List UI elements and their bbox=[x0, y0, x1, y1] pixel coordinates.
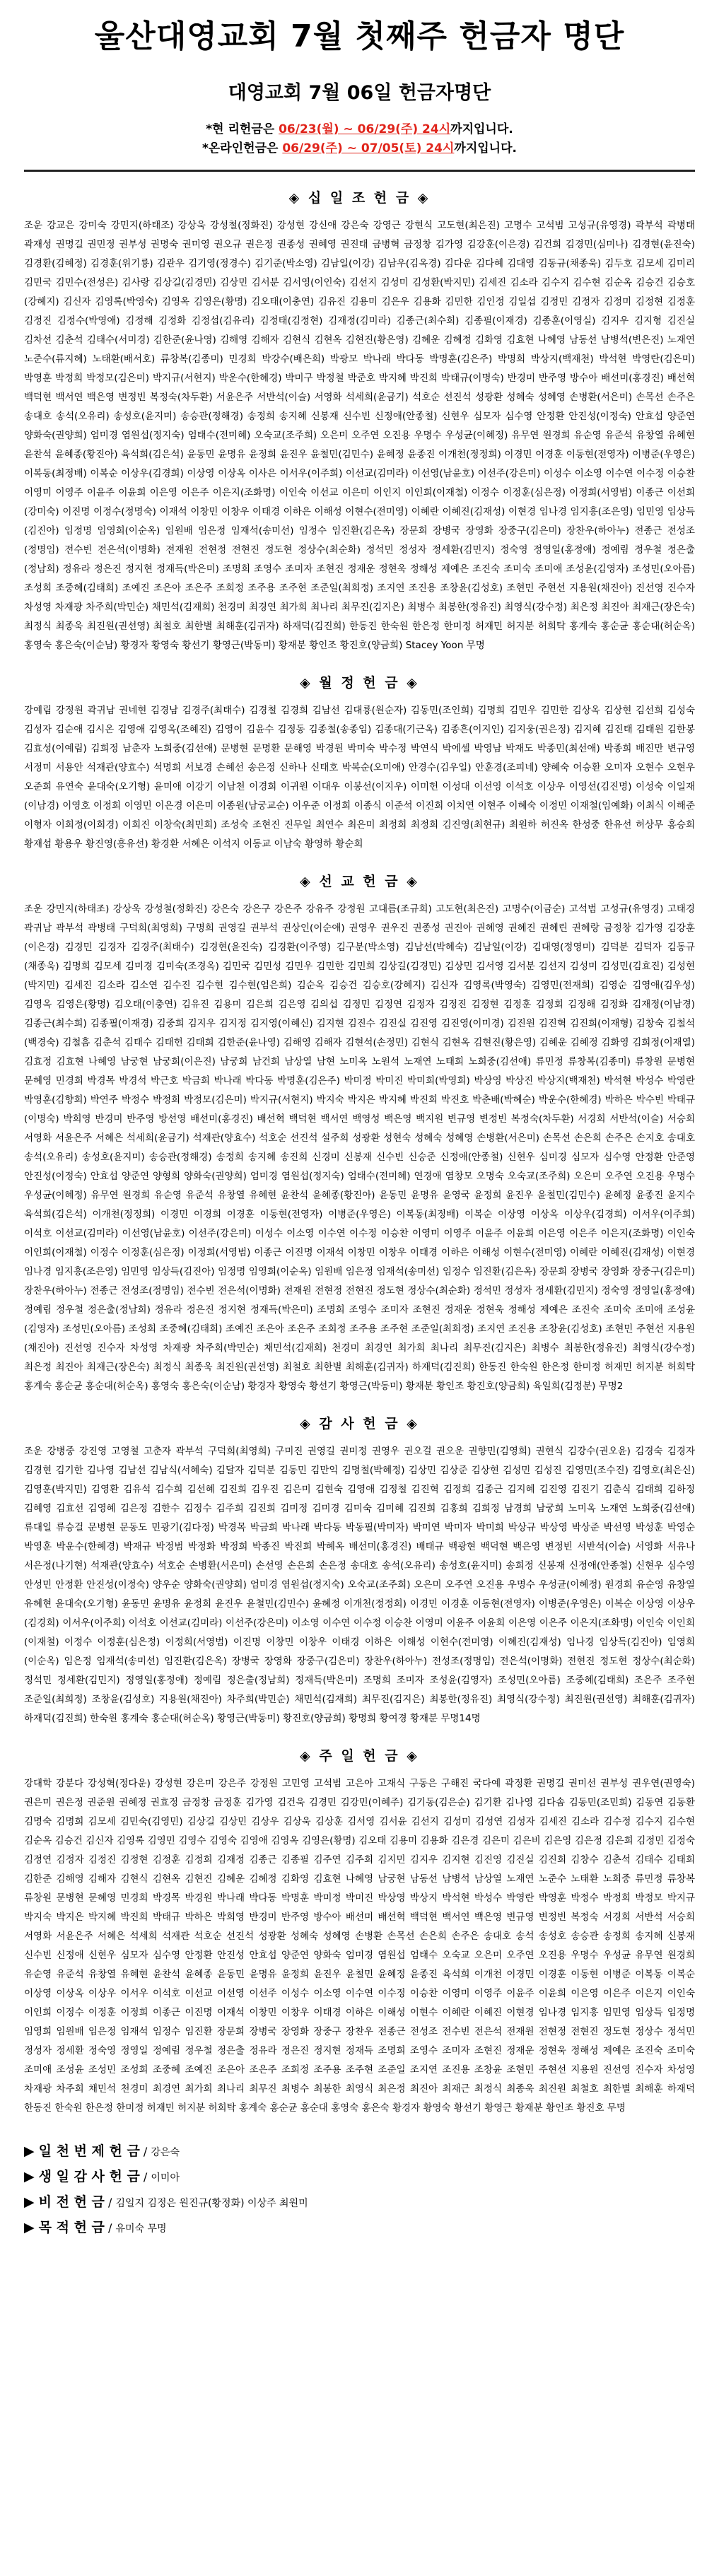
divider bbox=[24, 170, 695, 172]
notice-line-offline: *현 리헌금은 06/23(월) ~ 06/29(주) 24시까지입니다. bbox=[206, 122, 513, 136]
special-offerings-list bbox=[24, 2139, 695, 2241]
bullet-icon: ▶ bbox=[24, 2220, 35, 2236]
section-mission bbox=[24, 871, 695, 1396]
section-thanks bbox=[24, 1413, 695, 1728]
bullet-icon: ▶ bbox=[24, 2169, 35, 2185]
sub-title: 대영교회 7월 06일 헌금자명단 bbox=[228, 81, 491, 104]
section-monthly bbox=[24, 672, 695, 854]
special-offering-purpose: ▶ 목 적 헌 금 / 유미숙 무명 bbox=[24, 2220, 167, 2236]
name-list: 조운 강교은 강미숙 강민지(하태조) 강상욱 강성철(정화진) 강성현 강신애 강은숙 강영근 강현식 고도현(최은진) 고명수 고석범 고성규(유영경) 곽부석 곽병태 곽재성 권명길 권민정 권부성 권명숙 권미영 권오규 권은정 권종성 권혜영 권진태 금병혁 금정창 김가영 김강훈(이은경) 김건희 김경민(심미나) 김경현(윤진숙) 김경환(김혜정) 김경훈(위기룡) 김관우 김기영(정경수) 김기준(박소영) 김남일(이강) 김남우(김옥경) 김다운 김다혜 김대영 김동규(채종욱) 김두호 김모세 김미리 김민국 김민수(전성은) 김사랑 김상길(김경민) 김상민 김서분 김서영(이인숙) 김선지 김성미 김성환(박지민) 김세진 김소라 김수지 김수현 김순옥 김승건 김승호(강혜지) 김신자 김영록(박영숙) 김영옥 김영은(황명) 김오태(이충연) 김유진 김용미 김은우 김용화 김민한 김인정 김일섭 김정민 김정자 김정미 김정현 김정훈 김정진 김정수(박영애) 김정해 김정화 김정섭(김유리) 김정태(김정현) 김재정(김미라) 김종근(최수희) 김종필(이재경) 김종훈(이영실) 김지우 김지형 김진실 김차선 김춘석 김태수(서미경) 김한준(윤나영) 김해영 김해자 김현식 김현옥 김현진(황은영) 김혜운 김혜정 김화영 김효현 나혜영 남동선 남병석(변은진) 노재연 노준수(류지혜) 노태환(배서호) 류창복(김종미) 민경희 박강수(배은희) 박광모 박나래 박다동 박명훈(김은주) 박명희 박상지(백재천) 박석현 박영란(김은미) 박영훈 박정희 박정모(김은미) 박지규(서현지) 박운수(한혜경) 박미구 박정철 박준호 박지혜 박진희 박태규(이명숙) 반경미 반주영 방수아 배선미(홍경진) 배선혁 백덕현 백서연 백은영 변정빈 복정숙(차두환) 서윤은주 서반석(이슬) 서영화 석세희(윤금기) 석호순 선진석 성광환 성혜숙 성혜영 손병환(서은미) 손목선 손주은 송대호 송석(오유리) 송성호(윤지미) 송승관(정해경) 송정희 송지혜 신봉재 신수빈 신정애(안종철) 신현우 심모자 심수영 안정환 안진성(이정숙) 안효섭 양준연 양화숙(권양희) 엄미경 염원섭(정지숙) 엄태수(전미혜) 오숙교(조주희) 오은미 오주연 오진용 우명수 우성균(이혜정) 유무연 원경희 유순영 유준석 유창열 유혜현 윤찬석 윤혜종(황진아) 육석희(김은석) 윤동민 윤명유 윤정희 윤진우 윤철민(김민수) 윤혜정 윤종진 이개천(정정희) 이경민 이경훈 이동현(전영자) 이병준(우영은) 이복동(최정배) 이복순 이상우(김경희) 이상영 이상옥 이사은 이서우(이주희) 이선교(김미라) 이선영(남윤호) 이선주(강은미) 이성수 이소영 이수연 이수정 이승찬 이영미 이영주 이윤주 이윤희 이은영 이은주 이은지(조화명) 이인숙 이선교 이은미 이인지 이인희(이재철) 이정수 이정훈(심은정) 이정희(서영범) 이종근 이선희(강미숙) 이진명 이정수(정명숙) 이재석 이창민 이창우 이태경 이하은 이해성 이현수(전미영) 이혜란 이혜진(김재성) 이현경 임나경 임지흥(조은영) 임민영 임상득(김진아) 임정명 임영희(이순옥) 임원배 임은정 임재석(송미선) 임정수 임진환(김은옥) 장문희 장병국 장영화 장중구(김은미) 장찬우(하아누) 전종근 전성조(정명임) 전수빈 전은석(이명화) 전재원 전현정 전현진 정도현 정상수(최순화) 정석민 정성자 정세환(김민지) 정숙영 정영일(홍정애) 정예림 정우철 정은출(정남희) 정유라 정은진 정지현 정재득(박은미) 조명희 조영수 조미자 조현진 정재운 정현욱 정해성 제예은 조진숙 조미숙 조미애 조성윤(김영자) 조성민(오아름) 조성희 조중혜(김태희) 조예진 조은아 조은주 조희정 조주용 조주현 조준일(최희정) 조지연 조진용 조창윤(김성호) 조현민 주현선 지용원(채진아) 진선영 진수자 차성영 차재광 차주희(박민순) 채민석(김재희) 천경미 최경연 최가희 최나리 최무진(김지은) 최병수 최봉한(정유진) 최영식(강수정) 최은정 최진아 최재근(장은숙) 최정식 최종욱 최진원(권선영) 최철호 최한별 최해훈(김귀자) 하재덕(김진희) 한동진 한숙원 한은정 한미정 허재민 허지분 허희탁 홍계숙 홍순균 홍순대(허순옥) 홍영숙 홍은숙(이순남) 황경자 황영숙 황선기 황영근(박동미) 황재분 황인조 황진호(양금희) Stacey Yoon 무명 bbox=[24, 220, 695, 652]
name-list: 강예림 강정원 곽귀남 권네현 김경남 김경주(최태수) 김경철 김경희 김남선 김대룡(원순자) 김동민(조인희) 김명희 김민우 김민한 김상옥 김상현 김선희 김성숙 김성자 김순애 김시온 김영애 김영옥(조혜진) 김영이 김윤수 김정동 김종철(송종임) 김종대(기근옥) 김종흔(이지인) 김지웅(권은정) 김지혜 김진태 김태원 김한봉 김효성(이예림) 김희정 남춘자 노희중(김선애) 문병현 문명환 문해영 박경원 박미숙 박수정 박연식 박에셀 박영남 박재도 박종민(최선애) 박종희 배진만 변규영 서정미 서용안 석재관(양효수) 석명희 서보경 손혜선 송은정 신하나 신태호 박복순(오미애) 안경수(김우일) 안훈경(조피네) 양혜숙 어승환 오미자 오현수 오현우 오준희 유연숙 윤대숙(오기형) 윤미애 이강기 이남천 이경희 이귀원 이대우 이봉선(이지우) 이미헌 이성대 이선영 이석호 이상우 이영선(김진명) 이성숙 이일재(이남경) 이영호 이정희 이영민 이은경 이은미 이종원(남궁교순) 이우준 이정희 이종식 이준석 이진희 이치연 이현주 이혜숙 이정민 이재철(임예화) 이최식 이해준 이형자 이희정(이희경) 이희진 이창숙(최민희) 조성숙 조현진 진무일 최연수 최은미 최정희 최정희 김진영(최현규) 최원하 허진옥 한성중 한유선 허상무 홍승희 황재섭 황용우 황진영(흥유선) 황경환 서혜은 이석지 이동교 이남숙 황영하 황순희 bbox=[24, 705, 695, 850]
special-offering-birthday: ▶ 생 일 감 사 헌 금 / 이미아 bbox=[24, 2169, 180, 2185]
special-offering-vision: ▶ 비 전 헌 금 / 김일지 김정은 원진규(황정화) 이상주 최원미 bbox=[24, 2194, 308, 2211]
section-tithe bbox=[24, 187, 695, 655]
section-title: ◈ 십 일 조 헌 금 ◈ bbox=[288, 190, 431, 206]
name-list: 조운 강병중 강진영 고영철 고춘자 곽부석 구덕희(최영희) 구미진 권영길 권미정 권영우 권오걸 권오운 권향민(김영희) 권현식 김강수(권오윤) 김경숙 김경자 김경현 김기한 김나영 김남선 김남식(서혜숙) 김달자 김덕분 김동민 김만익 김명철(박혜정) 김상민 김상준 김상현 김성민 김성진 김영민(조수진) 김영호(최은신) 김영훈(박지민) 김영환 김유석 김수희 김선혜 김진희 김우진 김은미 김현숙 김영애 김정철 김진혁 김정희 김종근 김지혜 김진영 김진기 김춘식 김태희 김하정 김혜영 김효선 김영혜 김은정 김한수 김정수 김주희 김진희 김미정 김미경 김미숙 김미혜 김진희 김홍희 김희정 남경희 남궁희 노미옥 노재연 노희중(김선애) 류대일 류승걸 문병현 문동도 민광기(김다정) 박경목 박금희 박나래 박다동 박동필(박미자) 박미연 박미자 박미희 박상규 박상영 박상준 박선영 박성훈 박영순 박영훈 박운수(한혜경) 박재규 박정범 박정화 박정희 박종진 박진희 박혜옥 배선미(홍경진) 배태규 백광현 백덕현 백은영 변정빈 서반석(이슬) 서영화 서유나 서은정(나기현) 석재관(양효수) 석호순 손병환(서은미) 손선영 손은희 손은정 송대호 송석(오유리) 송성호(윤지미) 송희정 신봉재 신정애(안종철) 신현우 심수영 안성민 안정환 안진성(이정숙) 양우순 양화숙(권양희) 엄미경 염원섭(정지숙) 오숙교(조주희) 오은미 오주연 오진용 우명수 우성균(이혜정) 원경희 유순영 유창열 유혜현 윤대숙(오기형) 윤동민 윤명유 윤정희 윤진우 윤철민(김민수) 윤혜정 이개천(정정희) 이경민 이경훈 이동현(전영자) 이병준(우영은) 이복순 이상영 이상우(김경희) 이서우(이주희) 이석호 이선교(김미라) 이선주(강은미) 이소영 이수연 이수정 이승찬 이영미 이윤주 이윤희 이은영 이은주 이은지(조화명) 이인숙 이인희(이재철) 이정수 이정훈(심은정) 이정희(서영범) 이진명 이창민 이창우 이태경 이하은 이해성 이현수(전미영) 이혜진(김재성) 임나경 임상득(김진아) 임영희(이순옥) 임은정 임재석(송미선) 임진환(김은옥) 장병국 장영화 장중구(김은미) 장찬우(하아누) 전성조(정명임) 전은석(이명화) 전현진 정도현 정상수(최순화) 정석민 정세환(김민지) 정영일(홍정애) 정예림 정은출(정남희) 정재득(박은미) 조명희 조미자 조성윤(김영자) 조성민(오아름) 조중혜(김태희) 조은주 조주현 조준일(최희정) 조창윤(김성호) 지용원(채진아) 차주희(박민순) 채민석(김재희) 최무진(김지은) 최봉한(정유진) 최영식(강수정) 최진원(권선영) 최해훈(김귀자) 하재덕(김진희) 한숙원 홍계숙 홍순대(허순옥) 황영근(박동미) 황진호(양금희) 황명희 황여경 황재분 무명14명 bbox=[24, 1446, 695, 1725]
name-list: 조운 강민지(하태조) 강상욱 강성철(정화진) 강은숙 강은구 강은주 강유주 강정원 고대름(조규희) 고도현(최은진) 고명수(이금순) 고석범 고성규(유영경) 고태경 곽귀남 곽부석 곽병태 구덕희(최영희) 구명희 권영길 권부석 권상인(이순애) 권영우 권우진 권종성 권진아 권혜영 권혜진 권혜린 권혜랑 금정창 김가영 김강훈(이은경) 김경민 김경자 김경주(최태수) 김경현(윤진숙) 김경환(이주영) 김구분(박소영) 김남선(박혜숙) 김남일(이강) 김대영(정영미) 김덕분 김덕자 김동규(채종욱) 김명희 김모세 김미경 김미숙(조경옥) 김민국 김민성 김민우 김민한 김민희 김상길(김경민) 김상민 김서영 김서분 김선지 김성미 김성민(김효진) 김성현(박지민) 김세진 김소라 김소연 김수진 김수현 김수현(엄은희) 김순옥 김승건 김승호(강혜지) 김신자 김영록(박영숙) 김영민(전재희) 김영순 김영애(김우성) 김영옥 김영은(황명) 김오태(이충연) 김유진 김용미 김은희 김은영 김의섭 김정민 김정연 김정자 김정진 김정현 김정훈 김정회 김정해 김정화 김재정(이남경) 김종근(최수희) 김종필(이재경) 김중희 김지우 김지정 김지영(이혜신) 김지현 김진수 김진실 김진영 김진영(이미경) 김진원 김진혁 김진희(이재형) 김창숙 김철석(백경숙) 김철흠 김춘석 김태수 김태헌 김태희 김한준(윤나영) 김해영 김해자 김현석(손정민) 김현식 김현옥 김현진(황은영) 김혜운 김혜정 김화영 김희정(이재열) 김효정 김효현 나혜영 남궁현 남궁희(이은진) 남궁희 남건희 남상열 남현 노미옥 노원석 노재연 노태희 노희중(김선애) 류민정 류창복(김종미) 류창원 문병현 문혜영 민경희 박경목 박경석 박근호 박금희 박나래 박다동 박명훈(김은주) 박미정 박미진 박미희(박영희) 박상영 박상진 박상지(백재천) 박석현 박성수 박영란 박영훈(김향희) 박연주 박정수 박정희 박정모(김은미) 박지규(서현지) 박지숙 박지은 박지혜 박진희 박진호 박춘배(박혜순) 박운수(한혜경) 박하은 박수빈 박태규(이명숙) 박희영 반경미 반주영 방선영 배선미(홍경진) 배선혁 백덕현 백서연 백영성 백은영 백지원 변규영 변정빈 복정숙(차두환) 서경희 서반석(이슬) 서승희 서영화 서윤은주 서혜은 석세희(윤금기) 석재관(양효수) 석호순 선진석 설주희 성광환 성현숙 성혜숙 성혜영 손병환(서은미) 손목선 손은희 손주은 손지호 송대호 송석(오유리) 송성호(윤지미) 송승관(정해경) 송정희 송지혜 송진희 신경미 신봉재 신수빈 신승준 신정애(안종철) 신현우 심미경 심모자 심수영 안정환 안준영 안진성(이정숙) 안효섭 양준연 양형희 양화숙(권양희) 엄미경 염원섭(정지숙) 엄태수(전미혜) 연경애 염창모 오명숙 오숙교(조주희) 오은미 오주연 오진용 우명수 우성균(이혜정) 유무연 원경희 유순영 유준석 유창열 유혜현 윤찬석 윤혜종(황진아) 윤동민 윤명유 윤영국 윤정희 윤진우 윤철민(김민수) 윤혜정 윤종진 윤지수 육석희(김은석) 이개천(정정희) 이경민 이경희 이경훈 이동현(전영자) 이병준(우영은) 이복동(최정배) 이복순 이상영 이상옥 이상우(김경희) 이서우(이주희) 이석호 이선교(김미라) 이선영(남윤호) 이선주(강은미) 이성수 이소영 이수연 이수정 이승찬 이영미 이영주 이윤주 이윤희 이은영 이은주 이은지(조화명) 이인숙 이인희(이재철) 이정수 이정훈(심은정) 이정희(서영범) 이종근 이진명 이재석 이창민 이창우 이태경 이하은 이해성 이현수(전미영) 이혜란 이혜진(김재성) 이현경 임나경 임지흥(조은영) 임민영 임상득(김진아) 임정명 임영희(이순옥) 임원배 임은정 임재석(송미선) 임정수 임진환(김은옥) 장문희 장병국 장영화 장중구(김은미) 장찬우(하아누) 전종근 전성조(정명임) 전수빈 전은석(이명화) 전재원 전현정 전현진 정도현 정상수(최순화) 정석민 정성자 정세환(김민지) 정숙영 정영일(홍정애) 정예림 정우철 정은출(정남희) 정유라 정은진 정지현 정재득(박은미) 조명희 조영수 조미자 조현진 정재운 정현욱 정해성 제예은 조진숙 조미숙 조미애 조성윤(김영자) 조성민(오아름) 조성희 조중혜(김태희) 조예진 조은아 조은주 조희정 조주용 조주현 조준일(최희정) 조지연 조진용 조창윤(김성호) 조현민 주현선 지용원(채진아) 진선영 진수자 차성영 차재광 차주희(박민순) 채민석(김재희) 천경미 최경연 최가희 최나리 최무진(김지은) 최병수 최봉한(정유진) 최영식(강수정) 최은정 최진아 최재근(장은숙) 최정식 최종욱 최진원(권선영) 최철호 최한별 최해훈(김귀자) 하재덕(김진희) 한동진 한숙원 한은정 한미정 허재민 허지분 허희탁 홍계숙 홍순균 홍순대(허순옥) 홍영숙 홍은숙(이순남) 황경자 황영숙 황선기 황영근(박동미) 황재분 황인조 황진호(양금희) 육일희(김정분) 무명2 bbox=[24, 903, 695, 1393]
special-offering-thousand: ▶ 일 천 번 제 헌 금 / 강은숙 bbox=[24, 2143, 180, 2160]
main-title: 울산대영교회 7월 첫째주 헌금자 명단 bbox=[94, 18, 625, 54]
bullet-icon: ▶ bbox=[24, 2143, 35, 2160]
section-title: ◈ 월 정 헌 금 ◈ bbox=[300, 675, 419, 691]
section-title: ◈ 선 교 헌 금 ◈ bbox=[300, 874, 419, 890]
notice-date-range: 06/29(주) ~ 07/05(토) 24시 bbox=[282, 141, 455, 156]
section-sunday bbox=[24, 1745, 695, 2118]
section-title: ◈ 주 일 헌 금 ◈ bbox=[300, 1748, 419, 1764]
notice-block bbox=[24, 120, 695, 158]
section-title: ◈ 감 사 헌 금 ◈ bbox=[300, 1416, 419, 1432]
notice-line-online: *온라인헌금은 06/29(주) ~ 07/05(토) 24시까지입니다. bbox=[202, 141, 517, 156]
name-list: 강대학 강분다 강성혁(정다운) 강성현 강은미 강은주 강정원 고민영 고석범 고은아 고재식 구동은 구해진 국다예 곽정환 권명길 권미선 권부성 권우연(권영숙) 권은미 권은정 권준원 권혜정 권효정 금정창 금정훈 김가영 김건욱 김경민 김강민(이혜주) 김기동(김은순) 김기환 김나영 김다솜 김동민(조민희) 김동연 김동환 김명숙 김명희 김모세 김민숙(김영민) 김상길 김상민 김상우 김상욱 김상훈 김서영 김서윤 김선지 김성미 김성연 김성자 김세진 김소라 김수정 김수지 김수현 김순옥 김승건 김신자 김영록 김영민 김영수 김영숙 김영애 김영옥 김영은(황명) 김오태 김용미 김용화 김은경 김은미 김은비 김은영 김은정 김은희 김정민 김정숙 김정연 김정자 김정진 김정현 김정훈 김정희 김재정 김종근 김종필 김주연 김주희 김지민 김지우 김지현 김진영 김진실 김진희 김창수 김춘석 김태수 김태희 김한준 김해영 김해자 김현식 김현옥 김현진 김혜운 김혜정 김화영 김효현 나혜영 남궁현 남동선 남병석 남상열 노재연 노준수 노태환 노희중 류민정 류창복 류창원 문병현 문혜영 민경희 박경목 박경원 박나래 박다동 박명훈 박미정 박미진 박상영 박상지 박석현 박성수 박영란 박영훈 박정수 박정희 박정모 박지규 박지숙 박지은 박지혜 박진희 박태규 박하은 박희영 반경미 반주영 방수아 배선미 배선혁 백덕현 백서연 백은영 변규영 변정빈 복정숙 서경희 서반석 서승희 서영화 서윤은주 서혜은 석세희 석재관 석호순 선진석 성광환 성혜숙 성혜영 손병환 손목선 손은희 손주은 송대호 송석 송성호 송승관 송정희 송지혜 신봉재 신수빈 신정애 신현우 심모자 심수영 안정환 안진성 안효섭 양준연 양화숙 엄미경 염원섭 엄태수 오숙교 오은미 오주연 오진용 우명수 우성균 유무연 원경희 유순영 유준석 유창열 유혜현 윤찬석 윤혜종 윤동민 윤명유 윤정희 윤진우 윤철민 윤혜정 윤종진 육석희 이개천 이경민 이경훈 이동현 이병준 이복동 이복순 이상영 이상옥 이상우 이서우 이석호 이선교 이선영 이선주 이성수 이소영 이수연 이수정 이승찬 이영미 이영주 이윤주 이윤희 이은영 이은주 이은지 이인숙 이인희 이정수 이정훈 이정희 이종근 이진명 이재석 이창민 이창우 이태경 이하은 이해성 이현수 이혜란 이혜진 이현경 임나경 임지흥 임민영 임상득 임정명 임영희 임원배 임은정 임재석 임정수 임진환 장문희 장병국 장영화 장중구 장찬우 전종근 전성조 전수빈 전은석 전재원 전현정 전현진 정도현 정상수 정석민 정성자 정세환 정숙영 정영일 정예림 정우철 정은출 정유라 정은진 정지현 정재득 조명희 조영수 조미자 조현진 정재운 정현욱 정해성 제예은 조진숙 조미숙 조미애 조성윤 조성민 조성희 조중혜 조예진 조은아 조은주 조희정 조주용 조주현 조준일 조지연 조진용 조창윤 조현민 주현선 지용원 진선영 진수자 차성영 차재광 차주희 채민석 천경미 최경연 최가희 최나리 최무진 최병수 최봉한 최영식 최은정 최진아 최재근 최정식 최종욱 최진원 최철호 최한별 최해훈 하재덕 한동진 한숙원 한은정 한미정 허재민 허지분 허희탁 홍계숙 홍순균 홍순대 홍영숙 홍은숙 황경자 황영숙 황선기 황영근 황재분 황인조 황진호 무명 bbox=[24, 1778, 695, 2114]
bullet-icon: ▶ bbox=[24, 2194, 35, 2211]
notice-date-range: 06/23(월) ~ 06/29(주) 24시 bbox=[279, 122, 451, 136]
